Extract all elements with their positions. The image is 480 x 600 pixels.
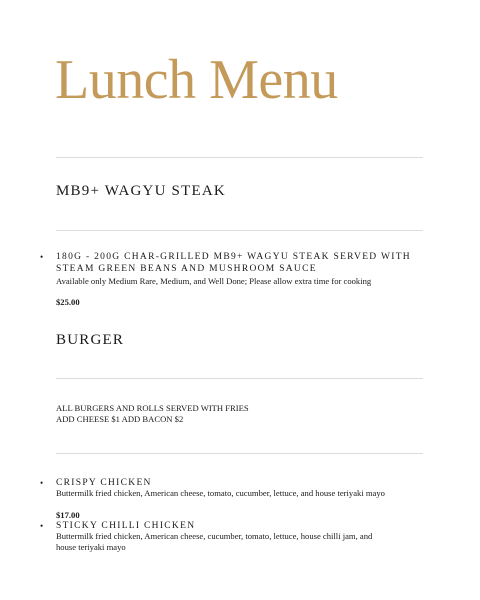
menu-item-price: $17.00 (56, 510, 80, 520)
menu-item-description: Buttermilk fried chicken, American cheese, tomato, cucumber, lettuce, and house teriyaki mayo (56, 488, 385, 498)
page-title: Lunch Menu (55, 49, 338, 111)
bullet: • (40, 521, 44, 531)
divider (56, 378, 423, 379)
menu-item-description-line: house teriyaki mayo (56, 542, 126, 552)
menu-item-description-line: Buttermilk fried chicken, American cheese, cucumber, tomato, lettuce, house chilli jam, and (56, 531, 373, 541)
bullet: • (40, 252, 44, 262)
section-heading-wagyu: MB9+ WAGYU STEAK (56, 183, 226, 199)
menu-item-description: Available only Medium Rare, Medium, and Well Done; Please allow extra time for cooking (56, 276, 372, 286)
divider (56, 157, 423, 158)
section-note-line: ADD CHEESE $1 ADD BACON $2 (56, 414, 184, 424)
menu-item-name: STICKY CHILLI CHICKEN (56, 521, 196, 531)
menu-item-name-line: 180G - 200G CHAR-GRILLED MB9+ WAGYU STEAK SERVED WITH (56, 252, 411, 262)
menu-item-price: $25.00 (56, 297, 80, 307)
divider (56, 453, 423, 454)
menu-item-name: CRISPY CHICKEN (56, 478, 152, 488)
section-heading-burger: BURGER (56, 332, 125, 348)
menu-item-name-line: STEAM GREEN BEANS AND MUSHROOM SAUCE (56, 264, 317, 274)
menu-item-name (56, 251, 426, 275)
bullet: • (40, 478, 44, 488)
section-note (56, 403, 249, 425)
divider (56, 230, 423, 231)
menu-item-description (56, 531, 426, 553)
section-note-line: ALL BURGERS AND ROLLS SERVED WITH FRIES (56, 403, 249, 413)
